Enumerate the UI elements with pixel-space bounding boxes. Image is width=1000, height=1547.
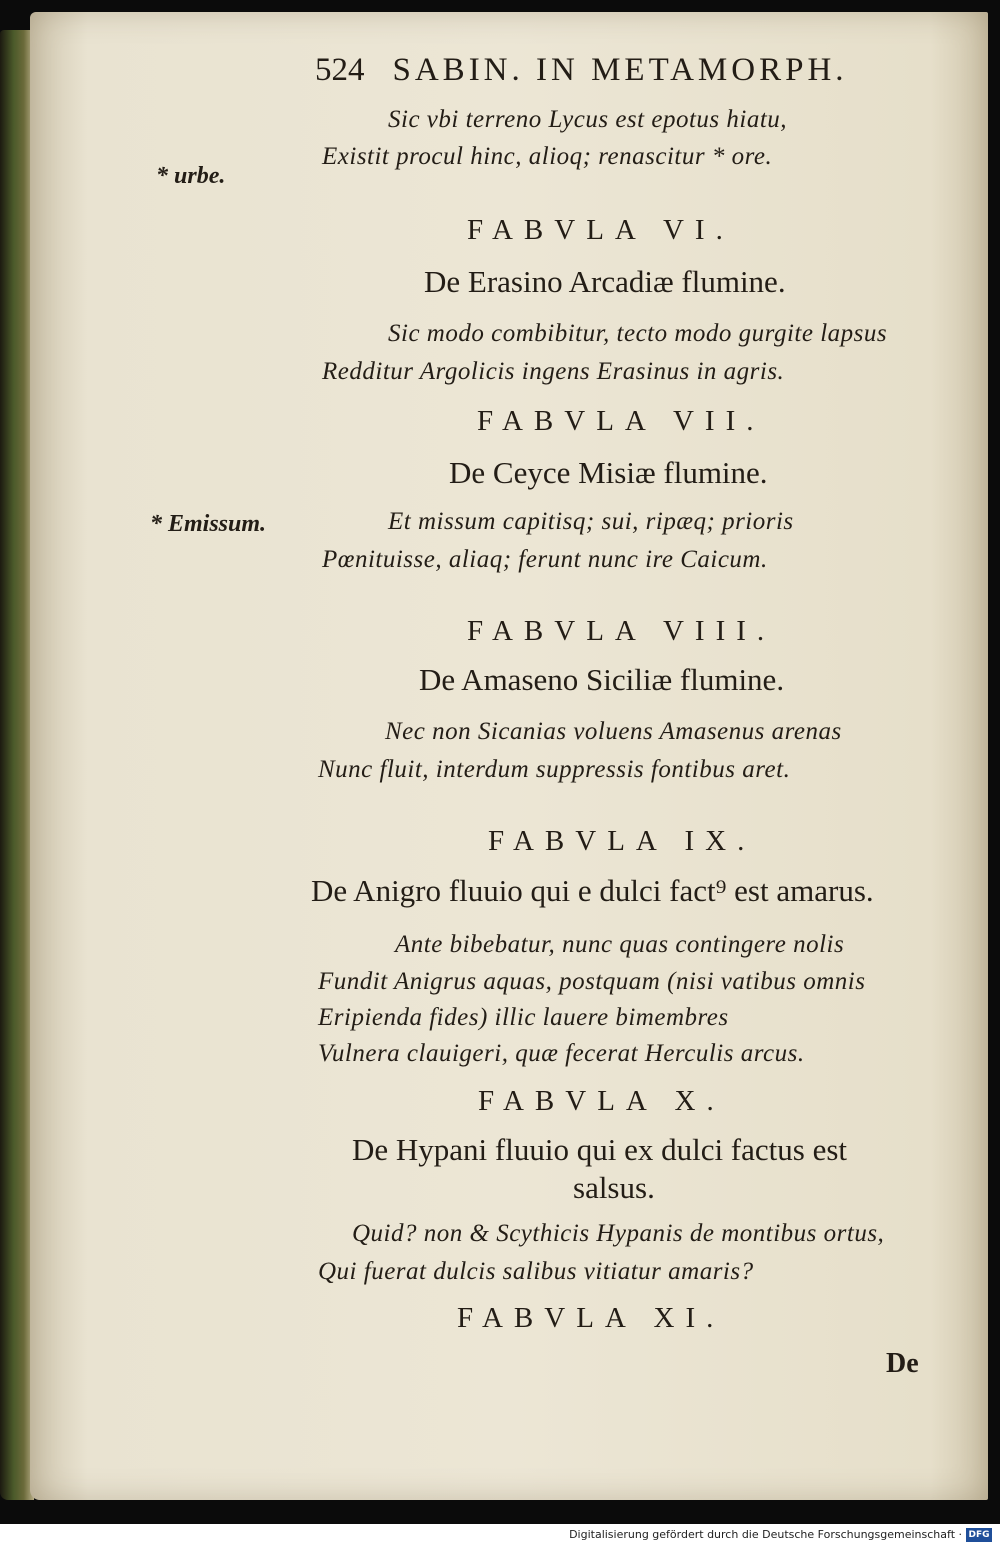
running-title: SABIN. IN METAMORPH. — [392, 52, 848, 88]
verse-line: Vulnera clauigeri, quæ fecerat Herculis arcus. — [318, 1040, 805, 1067]
fabula-subtitle: De Anigro fluuio qui e dulci fact⁹ est amarus. — [311, 873, 874, 908]
fabula-heading: FABVLA VI. — [467, 214, 734, 246]
verse-line: Eripienda fides) illic lauere bimembres — [318, 1004, 729, 1031]
fabula-subtitle: De Amaseno Siciliæ flumine. — [419, 662, 785, 697]
fabula-heading: FABVLA X. — [478, 1085, 725, 1117]
fabula-subtitle-continued: salsus. — [573, 1170, 655, 1205]
margin-note-urbe: * urbe. — [156, 163, 226, 189]
running-header — [315, 52, 905, 89]
verse-line: Redditur Argolicis ingens Erasinus in agris. — [322, 358, 785, 385]
footer-credit: Digitalisierung gefördert durch die Deutsche Forschungsgemeinschaft · — [569, 1528, 962, 1541]
margin-note-emissum: * Emissum. — [150, 511, 267, 537]
verse-line: Existit procul hinc, alioq; renascitur * ore. — [322, 143, 773, 170]
verse-line: Nunc fluit, interdum suppressis fontibus aret. — [318, 756, 791, 783]
catchword: De — [886, 1348, 919, 1379]
fabula-subtitle: De Erasino Arcadiæ flumine. — [424, 264, 786, 299]
verse-line: Sic modo combibitur, tecto modo gurgite lapsus — [388, 320, 888, 347]
fabula-heading: FABVLA VIII. — [467, 615, 776, 647]
fabula-heading: FABVLA VII. — [477, 405, 765, 437]
fabula-subtitle: De Ceyce Misiæ flumine. — [449, 455, 768, 490]
verse-line: Qui fuerat dulcis salibus vitiatur amaris? — [318, 1258, 754, 1285]
book-spine-edge — [0, 30, 34, 1500]
verse-line: Et missum capitisq; sui, ripæq; prioris — [388, 508, 794, 535]
verse-line: Fundit Anigrus aquas, postquam (nisi vatibus omnis — [318, 968, 866, 995]
page-number: 524 — [315, 52, 365, 88]
fabula-subtitle: De Hypani fluuio qui ex dulci factus est — [352, 1132, 848, 1167]
verse-line: Quid? non & Scythicis Hypanis de montibus ortus, — [352, 1220, 885, 1247]
verse-line: Ante bibebatur, nunc quas contingere nolis — [395, 931, 845, 958]
verse-line: Pœnituisse, aliaq; ferunt nunc ire Caicum. — [322, 546, 768, 573]
verse-line: Nec non Sicanias voluens Amasenus arenas — [385, 718, 842, 745]
fabula-heading: FABVLA XI. — [457, 1302, 725, 1334]
verse-line: Sic vbi terreno Lycus est epotus hiatu, — [388, 106, 788, 133]
fabula-heading: FABVLA IX. — [488, 825, 756, 857]
dfg-logo[interactable]: DFG — [966, 1528, 992, 1542]
